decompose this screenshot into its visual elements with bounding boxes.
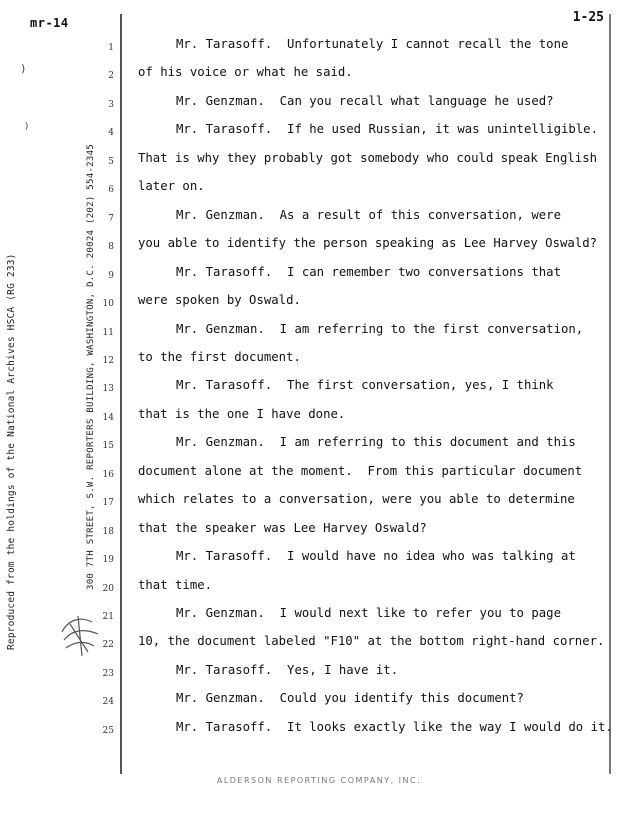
transcript-line: later on. xyxy=(138,179,205,194)
transcript-line: Mr. Genzman. Could you identify this document? xyxy=(176,691,524,706)
transcript-line: Mr. Tarasoff. The first conversation, yes, I think xyxy=(176,378,554,393)
line-number: 25 xyxy=(102,725,114,736)
transcript-line: Mr. Genzman. As a result of this conversation, were xyxy=(176,207,561,222)
line-number: 18 xyxy=(102,526,114,537)
line-number: 16 xyxy=(102,469,114,480)
line-number: 23 xyxy=(102,668,114,679)
line-number: 5 xyxy=(108,156,114,167)
transcript-line: Mr. Tarasoff. Unfortunately I cannot recall the tone xyxy=(176,37,569,51)
transcript-line: you able to identify the person speaking as Lee Harvey Oswald? xyxy=(138,236,598,251)
transcript-line: to the first document. xyxy=(138,349,301,364)
transcript-line: that the speaker was Lee Harvey Oswald? xyxy=(138,520,427,535)
punch-mark: ) xyxy=(20,62,27,75)
transcript-line: of his voice or what he said. xyxy=(138,65,353,80)
transcript-line: Mr. Tarasoff. I would have no idea who was talking at xyxy=(176,549,576,564)
line-number: 22 xyxy=(102,640,114,651)
transcript-line: Mr. Genzman. I would next like to refer you to page xyxy=(176,606,561,620)
line-number: 1 xyxy=(108,43,114,53)
transcript-line: 10, the document labeled "F10" at the bottom right-hand corner. xyxy=(138,634,605,649)
line-number: 3 xyxy=(108,99,114,110)
line-number: 8 xyxy=(108,242,114,253)
line-number: 6 xyxy=(108,185,114,196)
line-number: 2 xyxy=(108,71,114,82)
line-number: 17 xyxy=(102,498,114,509)
transcript-line: that is the one I have done. xyxy=(138,406,346,421)
transcript-line: were spoken by Oswald. xyxy=(138,293,301,308)
left-margin-rule xyxy=(120,14,122,774)
line-number: 13 xyxy=(102,384,114,395)
line-number: 24 xyxy=(102,697,114,708)
transcript-line: Mr. Genzman. I am referring to the first conversation, xyxy=(176,321,584,336)
line-number: 7 xyxy=(108,213,114,224)
punch-mark: ) xyxy=(24,122,30,132)
transcript-line: document alone at the moment. From this particular document xyxy=(138,463,583,478)
transcript-line: Mr. Genzman. Can you recall what language he used? xyxy=(176,93,554,108)
transcript-line: that time. xyxy=(138,577,213,592)
line-number: 9 xyxy=(108,270,114,281)
line-number: 10 xyxy=(102,299,114,310)
page-number: 1-25 xyxy=(572,10,604,25)
transcript-line: Mr. Tarasoff. It looks exactly like the way I would do it. xyxy=(176,719,613,734)
transcript-line: That is why they probably got somebody who could speak English xyxy=(138,150,598,165)
transcript-line: which relates to a conversation, were you able to determine xyxy=(138,492,575,507)
transcript-line: Mr. Genzman. I am referring to this document and this xyxy=(176,435,576,450)
line-number: 14 xyxy=(102,412,114,423)
line-number: 4 xyxy=(108,128,114,139)
transcript-line: Mr. Tarasoff. Yes, I have it. xyxy=(176,662,399,677)
document-code: mr-14 xyxy=(30,16,69,30)
transcript-line: Mr. Tarasoff. I can remember two conversations that xyxy=(176,264,561,279)
line-number: 15 xyxy=(102,441,114,452)
transcript-line: Mr. Tarasoff. If he used Russian, it was unintelligible. xyxy=(176,122,598,137)
reporter-address: 300 7TH STREET, S.W. REPORTERS BUILDING, WASHINGTON, D.C. 20024 (202) 554-2345 xyxy=(86,143,96,590)
line-number: 19 xyxy=(102,555,114,566)
right-margin-rule xyxy=(609,14,611,774)
line-number: 20 xyxy=(102,583,114,594)
reporting-company-footer: ALDERSON REPORTING COMPANY, INC. xyxy=(216,776,422,785)
archive-source-note: Reproduced from the holdings of the National Archives HSCA (RG 233) xyxy=(6,253,17,650)
line-number: 12 xyxy=(102,355,114,366)
line-number: 21 xyxy=(102,612,114,622)
line-number: 11 xyxy=(102,327,114,338)
